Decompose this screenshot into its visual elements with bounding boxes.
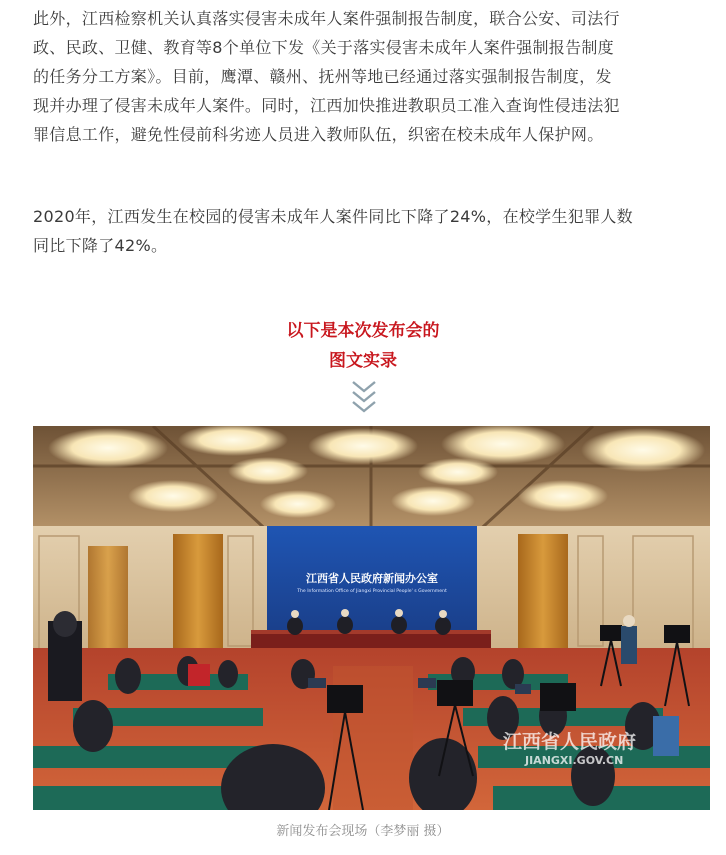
press-conference-photo xyxy=(33,426,710,810)
watermark-url: JIANGXI.GOV.CN xyxy=(525,754,624,767)
backdrop-subtitle: The Information Office of Jiangxi Provincial People' s Government xyxy=(297,589,447,594)
section-highlight xyxy=(0,316,726,376)
article-paragraph: 2020年，江西发生在校园的侵害未成年人案件同比下降了24%，在校学生犯罪人数 同比下降了42%。 xyxy=(33,207,633,255)
backdrop-title: 江西省人民政府新闻办公室 xyxy=(306,572,438,585)
photo-caption: 新闻发布会现场（李梦丽 摄） xyxy=(276,824,450,839)
highlight-line: 以下是本次发布会的 xyxy=(286,321,440,341)
double-chevron-down-icon xyxy=(351,380,377,414)
watermark-title: 江西省人民政府 xyxy=(503,731,637,753)
highlight-line: 图文实录 xyxy=(329,351,397,371)
article-paragraph: 此外，江西检察机关认真落实侵害未成年人案件强制报告制度，联合公安、司法行 政、民政、卫健、教育等8个单位下发《关于落实侵害未成年人案件强制报告制度 的任务分工方案》。目前，鹰潭、赣州、抚州等地已经通过落实强制报告制度，发 现并办理了侵害未成年人案件。同时，江西加快推进教职员工准入查询性侵违法犯 罪信息工作，避免性侵前科劣迹人员进入教师队伍，织密在校未成年人保护网。 xyxy=(33,9,620,144)
